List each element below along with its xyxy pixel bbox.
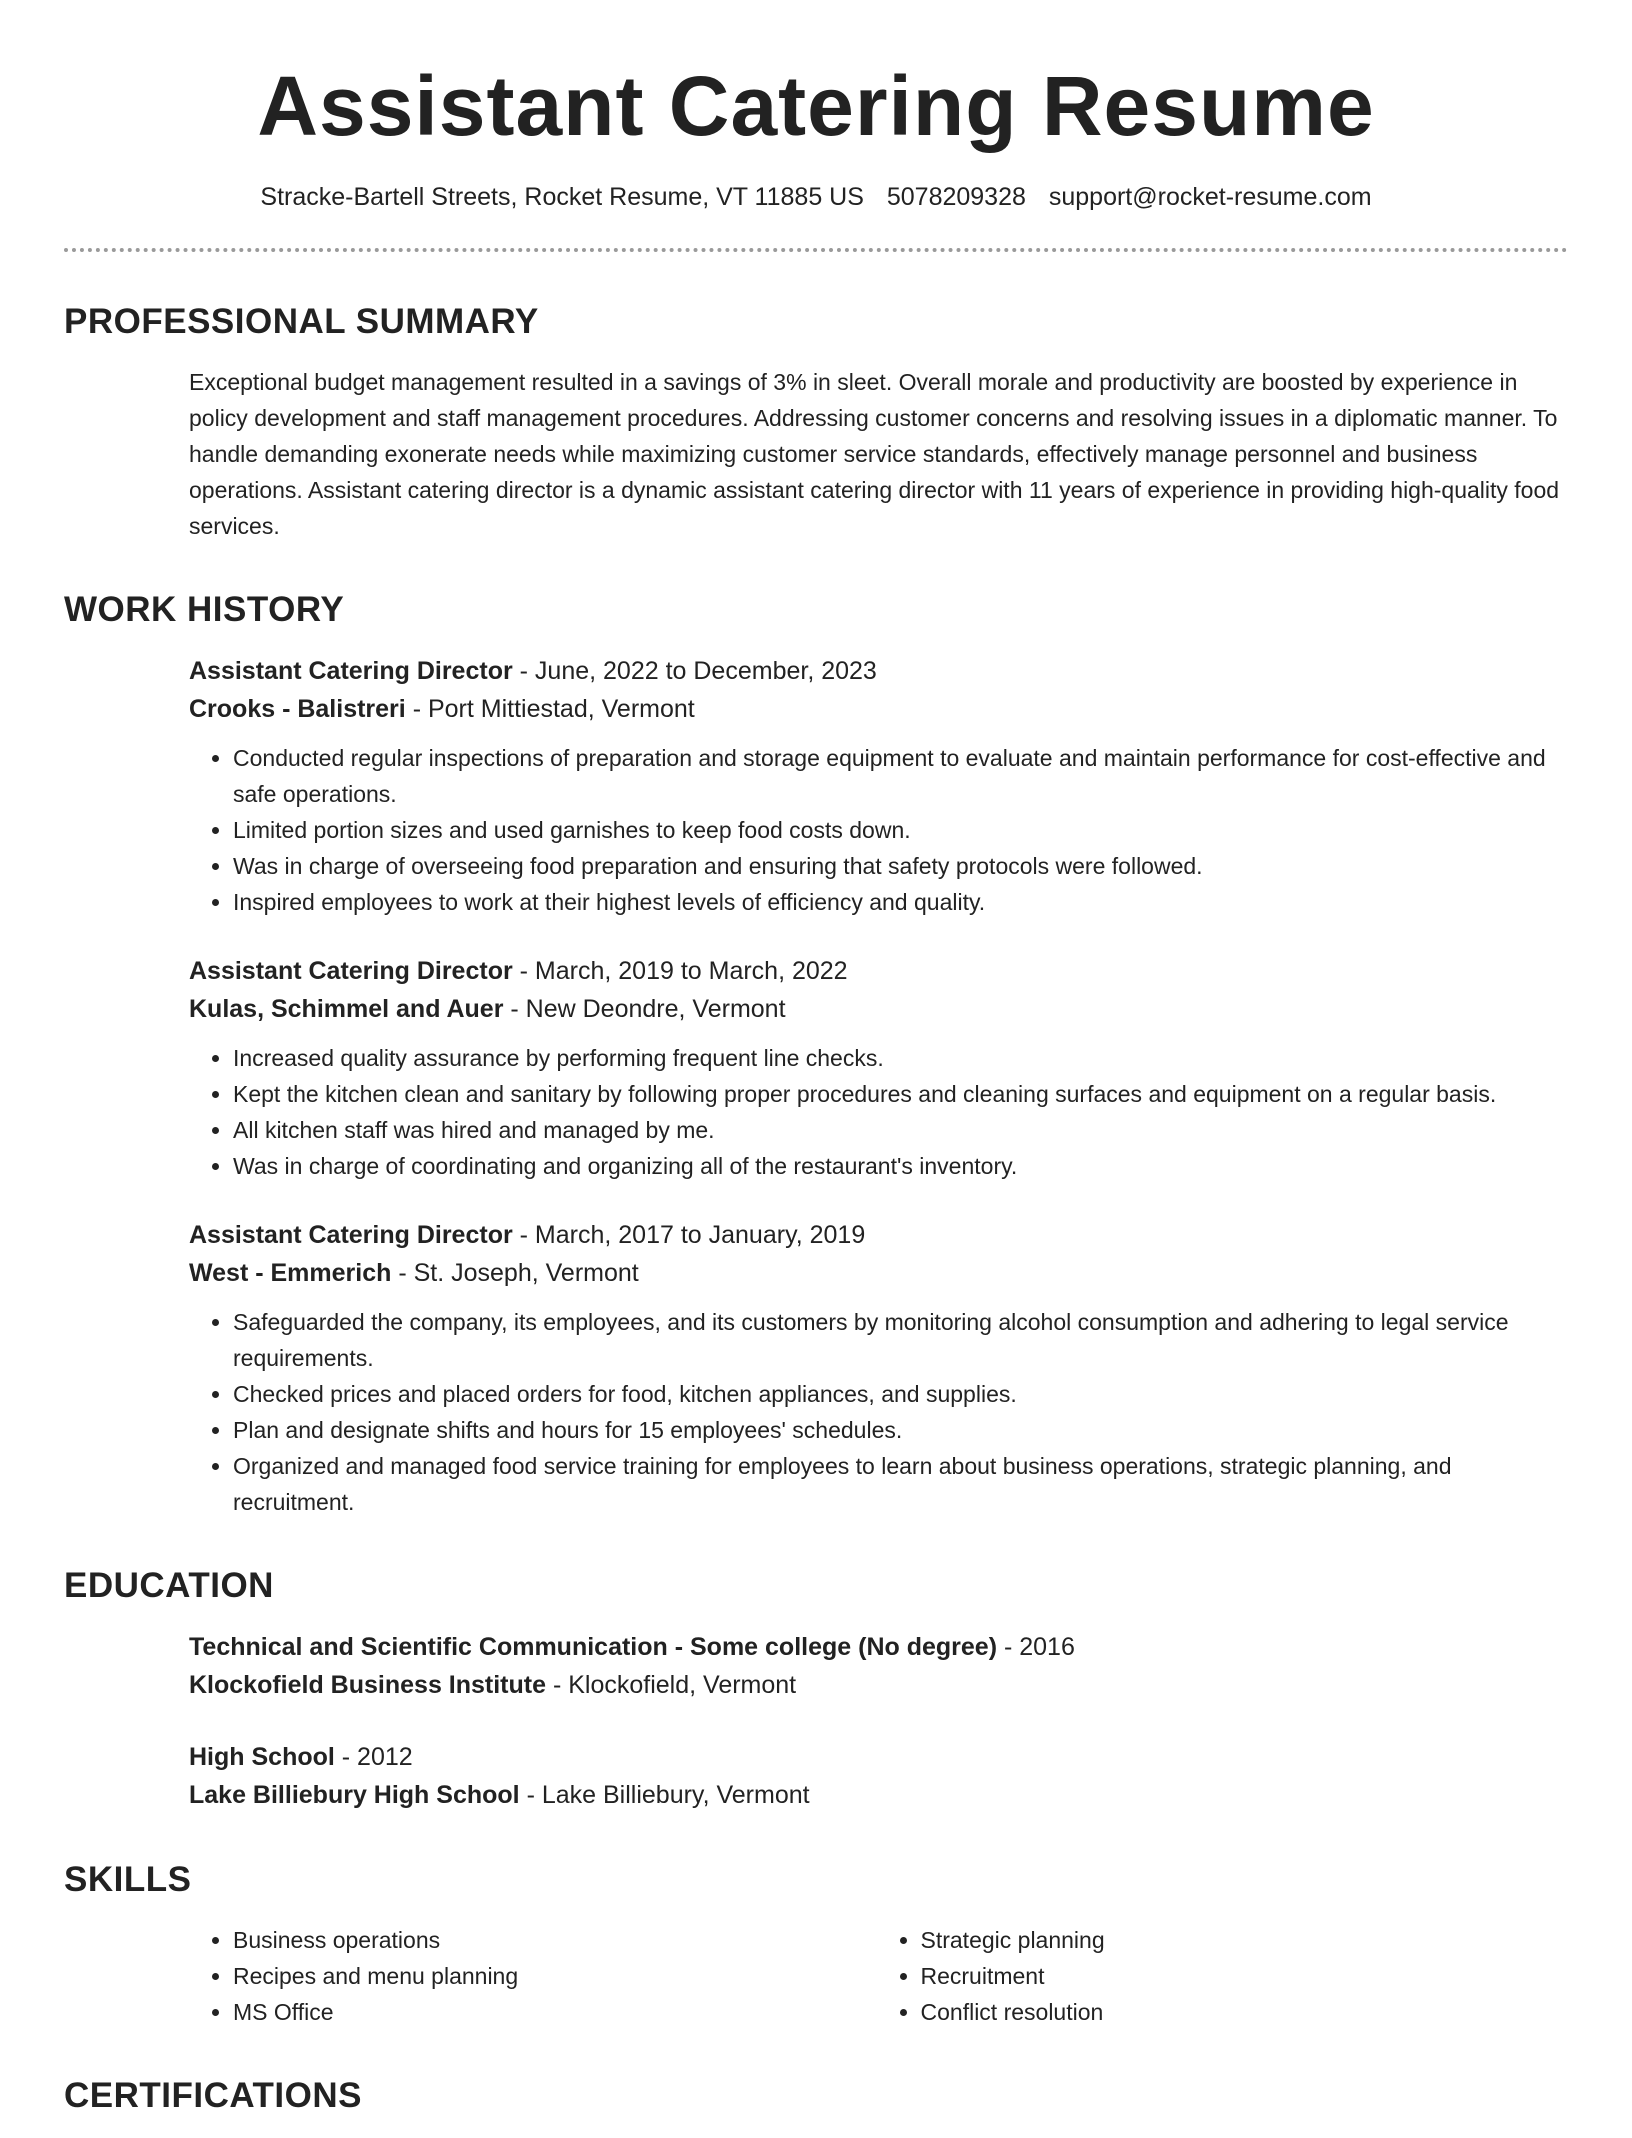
job-location: - St. Joseph, Vermont <box>391 1259 639 1287</box>
list-item: • Checked prices and placed orders for food, kitchen appliances, and supplies. <box>233 1376 1568 1412</box>
section-title-work: WORK HISTORY <box>64 590 345 629</box>
school-location: - Lake Billiebury, Vermont <box>519 1781 810 1809</box>
summary-text: Exceptional budget management resulted in a savings of 3% in sleet. Overall morale and productivity are boosted by experience in policy development and staff management procedures. Addressing customer concerns and resolving issues in a diplomatic manner. To handle demanding exonerate needs while maximizing customer service standards, effectively manage personnel and business operations. Assistant catering director is a dynamic assistant catering director with 11 years of experience in providing high-quality food services. <box>189 369 1560 539</box>
job-entry <box>189 1216 1568 1520</box>
list-item: • Kept the kitchen clean and sanitary by following proper procedures and cleaning surfaces and equipment on a regular basis. <box>233 1076 1568 1112</box>
section-title-education: EDUCATION <box>64 1566 274 1605</box>
address: Stracke-Bartell Streets, Rocket Resume, VT 11885 US <box>260 183 864 211</box>
job-entry <box>189 652 1568 920</box>
graduation-year: - 2012 <box>334 1743 413 1771</box>
resume-page <box>64 0 1568 2138</box>
list-item: • Conducted regular inspections of preparation and storage equipment to evaluate and maintain performance for cost-effective and safe operations. <box>233 740 1568 812</box>
school-line <box>189 1776 1568 1814</box>
list-item: • Recipes and menu planning <box>233 1958 881 1994</box>
list-item: • Increased quality assurance by performing frequent line checks. <box>233 1040 1568 1076</box>
skills-list <box>189 1922 1568 2030</box>
list-item: • Was in charge of overseeing food preparation and ensuring that safety protocols were followed. <box>233 848 1568 884</box>
section-title-skills: SKILLS <box>64 1860 192 1899</box>
section-title-certifications: CERTIFICATIONS <box>64 2076 363 2115</box>
job-title: Assistant Catering Director <box>189 657 513 685</box>
list-item: • Safeguarded the company, its employees, and its customers by monitoring alcohol consumption and adhering to legal service requirements. <box>233 1304 1568 1376</box>
job-title-line <box>189 952 1568 990</box>
list-item: • Limited portion sizes and used garnishes to keep food costs down. <box>233 812 1568 848</box>
school-line <box>189 1666 1568 1704</box>
job-location: - Port Mittiestad, Vermont <box>405 695 695 723</box>
job-dates: - March, 2019 to March, 2022 <box>512 957 848 985</box>
job-company: Kulas, Schimmel and Auer <box>189 995 504 1023</box>
page-title: Assistant Catering Resume <box>257 59 1375 153</box>
job-company: West - Emmerich <box>189 1259 392 1287</box>
list-item: • Organized and managed food service training for employees to learn about business operations, strategic planning, and recruitment. <box>233 1448 1568 1520</box>
list-item: • Inspired employees to work at their highest levels of efficiency and quality. <box>233 884 1568 920</box>
job-title: Assistant Catering Director <box>189 1221 513 1249</box>
phone: 5078209328 <box>886 183 1026 211</box>
job-entry <box>189 952 1568 1184</box>
school: Lake Billiebury High School <box>189 1781 520 1809</box>
header-divider <box>64 248 1568 252</box>
degree-line <box>189 1738 1568 1776</box>
list-item: • Plan and designate shifts and hours for 15 employees' schedules. <box>233 1412 1568 1448</box>
degree: High School <box>189 1743 335 1771</box>
section-title-summary: PROFESSIONAL SUMMARY <box>64 302 539 341</box>
contact-line <box>64 180 1568 214</box>
list-item: • Recruitment <box>921 1958 1569 1994</box>
job-bullets <box>189 1304 1568 1520</box>
degree-line <box>189 1628 1568 1666</box>
school: Klockofield Business Institute <box>189 1671 547 1699</box>
school-location: - Klockofield, Vermont <box>546 1671 797 1699</box>
education-entry <box>189 1628 1568 1704</box>
job-dates: - March, 2017 to January, 2019 <box>512 1221 866 1249</box>
job-company: Crooks - Balistreri <box>189 695 406 723</box>
job-company-line <box>189 990 1568 1028</box>
job-title-line <box>189 652 1568 690</box>
email: support@rocket-resume.com <box>1048 183 1372 211</box>
job-company-line <box>189 1254 1568 1292</box>
skills-column-left <box>189 1922 881 2030</box>
degree: Technical and Scientific Communication - Some college (No degree) <box>189 1633 998 1661</box>
job-bullets <box>189 1040 1568 1184</box>
work-history <box>189 652 1568 1520</box>
job-title: Assistant Catering Director <box>189 957 513 985</box>
list-item: • All kitchen staff was hired and managed by me. <box>233 1112 1568 1148</box>
job-location: - New Deondre, Vermont <box>503 995 786 1023</box>
list-item: • Strategic planning <box>921 1922 1569 1958</box>
graduation-year: - 2016 <box>997 1633 1075 1661</box>
job-bullets <box>189 740 1568 920</box>
job-dates: - June, 2022 to December, 2023 <box>512 657 877 685</box>
list-item: • MS Office <box>233 1994 881 2030</box>
job-company-line <box>189 690 1568 728</box>
list-item: • Business operations <box>233 1922 881 1958</box>
skills-column-right <box>881 1922 1569 2030</box>
education-entry <box>189 1738 1568 1814</box>
list-item: • Was in charge of coordinating and organizing all of the restaurant's inventory. <box>233 1148 1568 1184</box>
job-title-line <box>189 1216 1568 1254</box>
list-item: • Conflict resolution <box>921 1994 1569 2030</box>
education-list <box>189 1628 1568 1814</box>
